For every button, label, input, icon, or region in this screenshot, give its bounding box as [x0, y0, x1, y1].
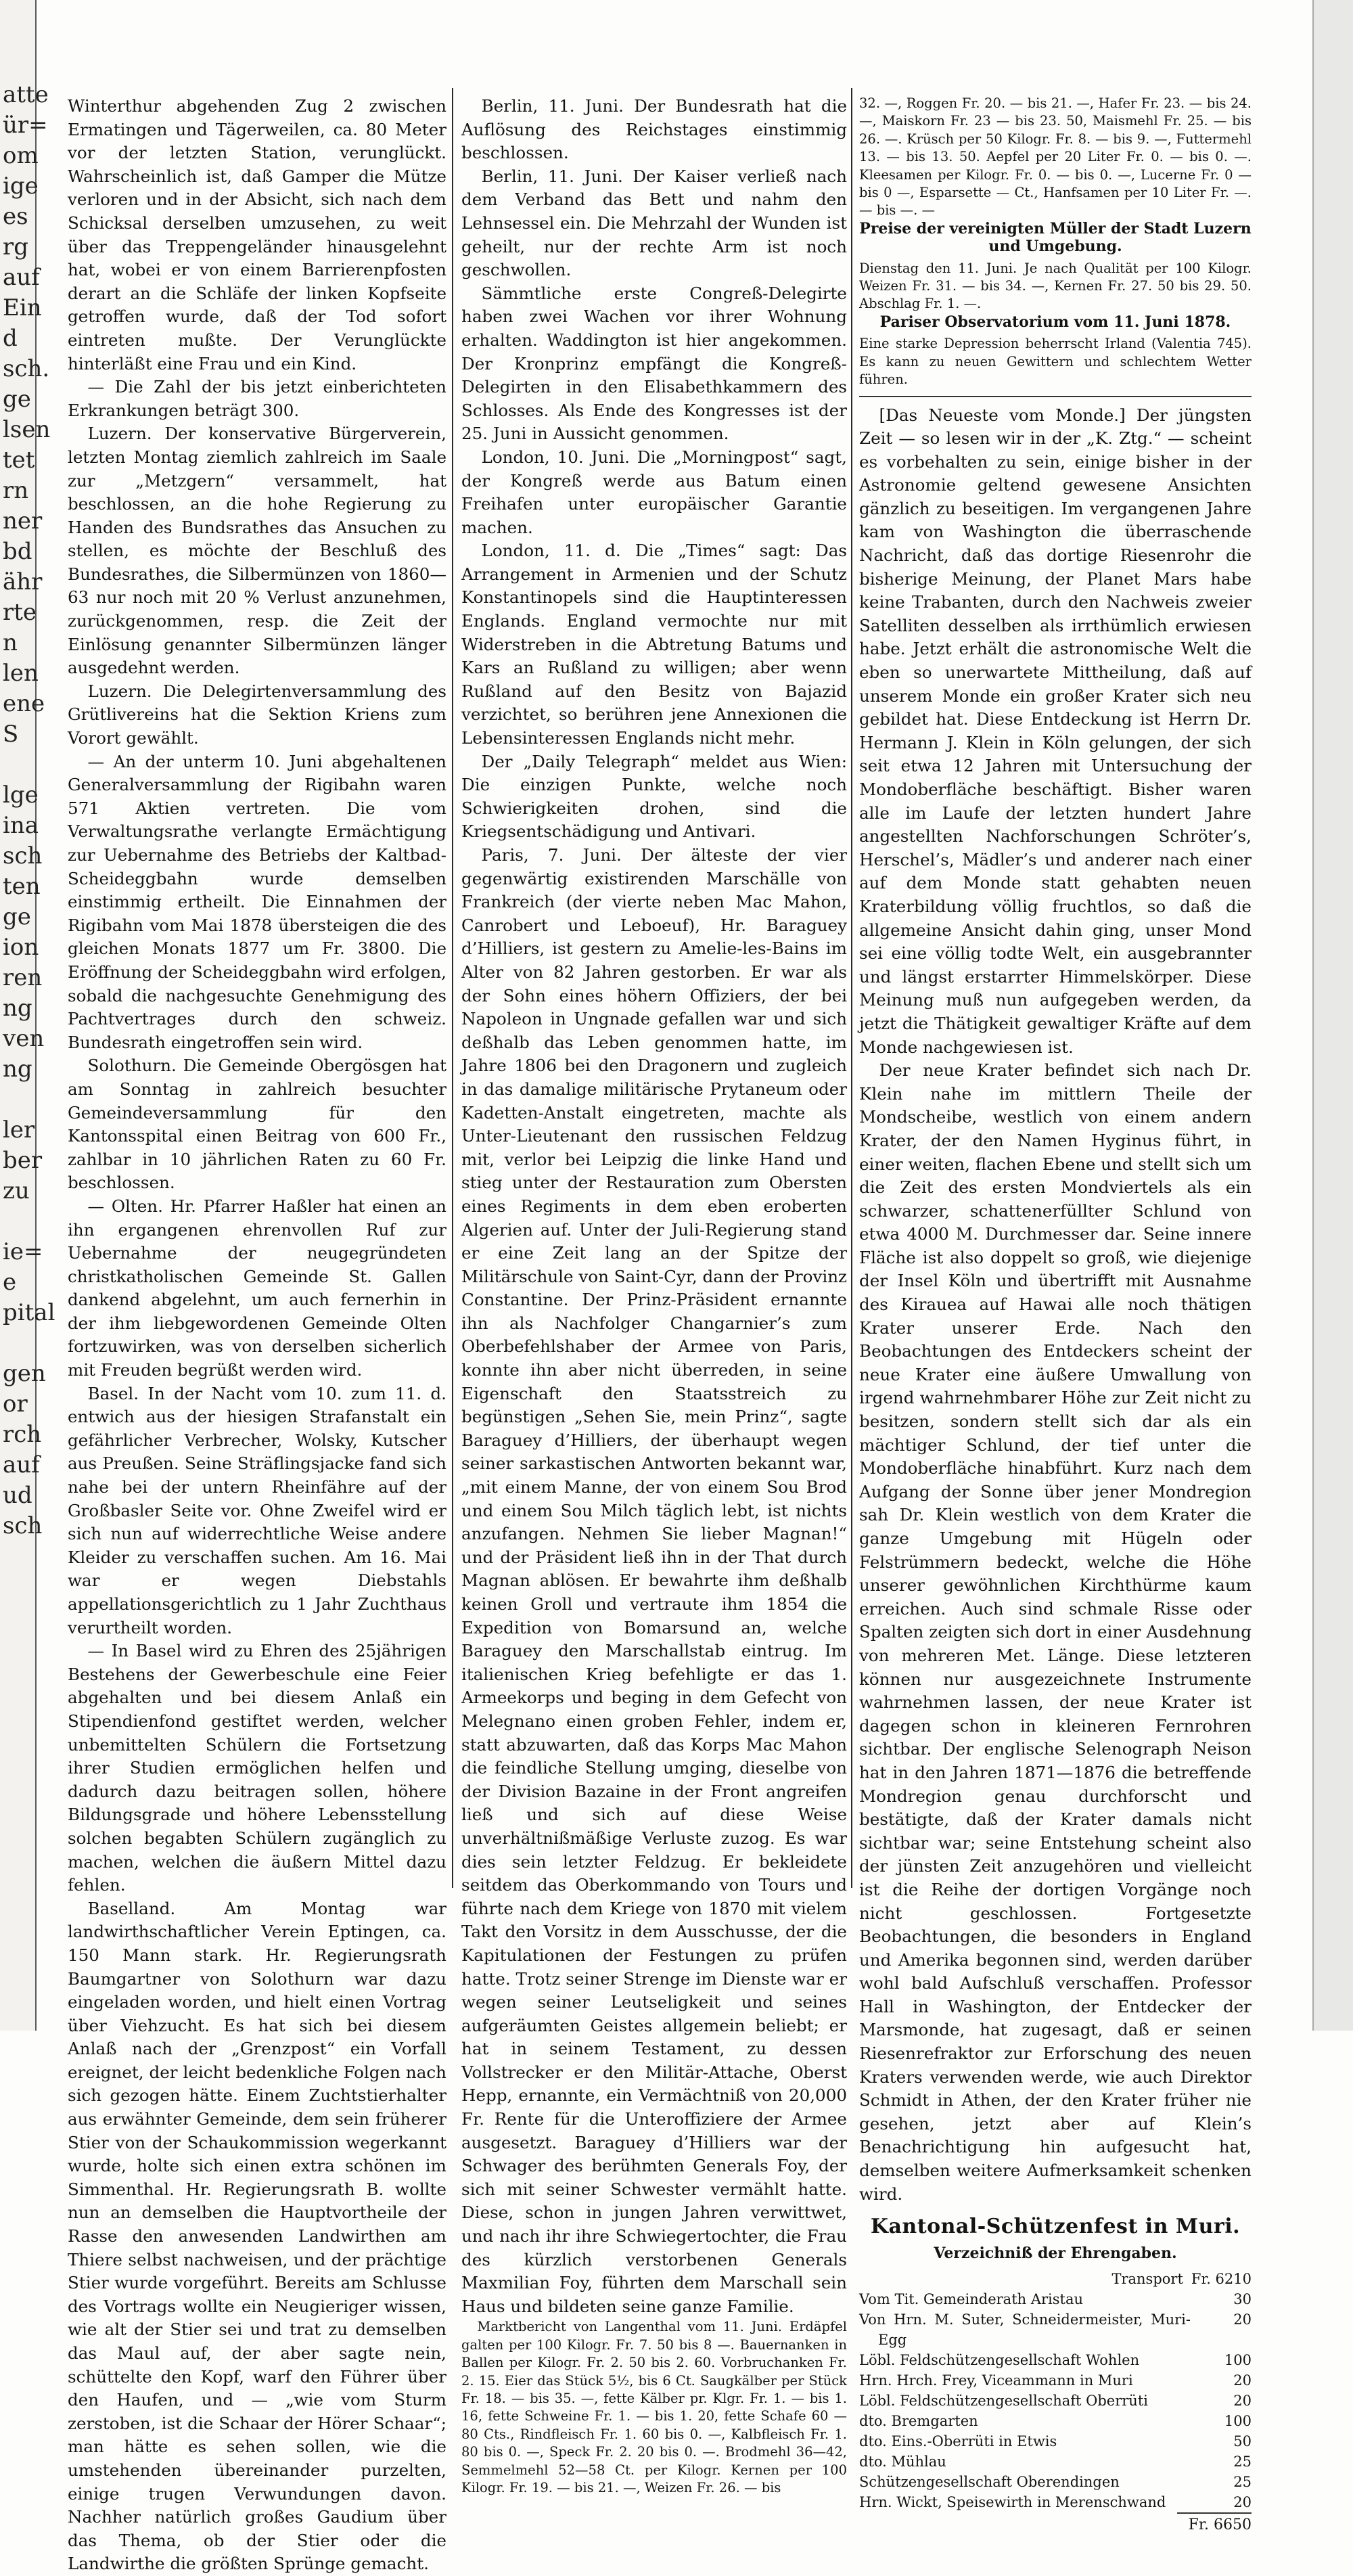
donor-name: Hrn. Hrch. Frey, Viceammann in Muri: [859, 2372, 1133, 2389]
donor-name: Löbl. Feldschützengesellschaft Oberrüti: [859, 2393, 1148, 2410]
section-divider: [859, 396, 1252, 397]
donation-amount: 25: [1233, 2474, 1252, 2491]
article-paragraph: Berlin, 11. Juni. Der Kaiser verließ nach dem Verband das Bett und nahm den Lehnsessel ein. Die Mehrzahl der Wunden ist geheilt, nur der rechte Arm ist noch geschwollen.: [461, 166, 847, 280]
donor-name: Löbl. Feldschützengesellschaft Wohlen: [859, 2352, 1140, 2369]
notice-heading: Pariser Observatorium vom 11. Juni 1878.: [879, 313, 1231, 331]
column-3: [859, 95, 1252, 2534]
donation-amount: 25: [1233, 2454, 1252, 2470]
column-2: [461, 95, 848, 2496]
donation-row: [859, 2391, 1252, 2411]
previous-page-edge: [0, 0, 55, 2031]
column-rule-1: [452, 88, 453, 1888]
donation-amount: 20: [1233, 2311, 1252, 2328]
prev-page-fragment: ina: [3, 812, 39, 839]
prev-page-fragment: zu: [3, 1177, 30, 1204]
article-paragraph: London, 10. Juni. Die „Morningpost“ sagt, der Kongreß werde aus Batum einen Freihafen unter europäischer Garantie machen.: [461, 447, 847, 537]
column-rule-2: [851, 88, 852, 1888]
transport-amount: Fr. 6210: [1191, 2271, 1252, 2288]
article-paragraph: — Olten. Hr. Pfarrer Haßler hat einen an ihn ergangenen ehrenvollen Ruf zur Uebernahme der neugegründeten christkatholischen Gemeinde St. Gallen dankend abgelehnt, um auch fernerhin in der ihm liebgewordenen Gemeinde Olten fortzuwirken, was von derselben sicherlich mit Freuden begrüßt werden wird.: [68, 1196, 446, 1380]
prev-page-fragment: sch: [3, 1512, 43, 1539]
donation-amount: 20: [1233, 2372, 1252, 2389]
donor-name: Von Hrn. M. Suter, Schneidermeister, Muri-Egg: [859, 2311, 1191, 2349]
donor-name: Schützengesellschaft Oberendingen: [859, 2474, 1120, 2491]
donation-amount: 100: [1224, 2413, 1252, 2430]
festival-subtitle: Verzeichniß der Ehrengaben.: [934, 2244, 1177, 2262]
article-paragraph: 32. —, Roggen Fr. 20. — bis 21. —, Hafer Fr. 23. — bis 24. —, Maiskorn Fr. 23 — bis 23. 50, Maismehl Fr. 25. — bis 26. —. Krüsch per 50 Kilogr. Fr. 8. — bis 9. —, Futtermehl 13. — bis 13. 50. Aepfel per 20 Liter Fr. 0. — bis 0. —. Kleesamen per Kilogr. Fr. 0. — bis 0. —, Lucerne Fr. 0 — bis 0 —, Esparsette — Ct., Hanfsamen per 10 Liter Fr. —. — bis —. —: [859, 95, 1252, 219]
article-paragraph: Luzern. Die Delegirtenversammlung des Grütlivereins hat die Sektion Kriens zum Vorort gewählt.: [68, 681, 446, 748]
prev-page-fragment: rch: [3, 1421, 42, 1448]
transport-label: Transport: [1111, 2271, 1183, 2288]
prev-page-fragment: lge: [3, 782, 39, 809]
prev-page-fragment: bd: [3, 538, 32, 565]
prev-page-fragment: atte: [3, 81, 49, 108]
prev-page-fragment: ige: [3, 173, 39, 200]
donation-row: [859, 2451, 1252, 2472]
prev-page-fragment: ie=: [3, 1238, 43, 1265]
prev-page-fragment: ler: [3, 1116, 35, 1144]
prev-page-fragment: S: [3, 721, 19, 748]
prev-page-fragment: ng: [3, 1056, 32, 1083]
transport-line: [859, 2269, 1252, 2289]
festival-title: Kantonal-Schützenfest in Muri.: [870, 2215, 1241, 2239]
prev-page-fragment: n: [3, 629, 18, 656]
article-paragraph: Dienstag den 11. Juni. Je nach Qualität per 100 Kilogr. Weizen Fr. 31. — bis 34. —, Kernen Fr. 27. 50 bis 29. 50. Abschlag Fr. 1. —.: [859, 260, 1252, 312]
prev-page-fragment: ng: [3, 995, 32, 1022]
prev-page-fragment: ür=: [3, 112, 48, 139]
donation-row: [859, 2309, 1252, 2350]
notice-heading: Preise der vereinigten Müller der Stadt Luzern und Umgebung.: [859, 219, 1252, 256]
article-paragraph: Der neue Krater befindet sich nach Dr. Klein nahe im mittlern Theile der Mondscheibe, westlich von einem andern Krater, der den Namen Hyginus führt, in einer weiten, flachen Ebene und stellt sich um die Zeit des ersten Mondviertels als ein schwarzer, schattenerfüllter Schlund von etwa 4000 M. Durchmesser dar. Seine innere Fläche ist also doppelt so groß, wie diejenige der Insel Köln und übertrifft mit Ausnahme des Kiraueа auf Hawai alle noch thätigen Krater unserer Erde. Nach den Beobachtungen des Entdeckers scheint der neue Krater eine äußere Umwallung von irgend wahrnehmbarer Höhe zur Zeit nicht zu besitzen, sondern stellt sich dar als ein mächtiger Schlund, der tief unter die Mondoberfläche hinabführt. Kurz nach dem Aufgang der Sonne über jener Mondregion sah Dr. Klein westlich von dem Krater die ganze Umgebung mit Hügeln oder Felstrümmern bedeckt, welche die Höhe unserer gewöhnlichen Kirchthürme kaum erreichen. Auch sind schmale Risse oder Spalten zeigten sich dort in einer Ausdehnung von mehreren Met. Länge. Diese letzteren können nur ausgezeichnete Instrumente wahrnehmen lassen, der neue Krater ist dagegen schon in kleineren Fernrohren sichtbar. Der englische Selenograph Neison hat in den Jahren 1871—1876 die betreffende Mondregion genau durchforscht und bestätigte, daß der Krater damals nicht sichtbar war; seine Entstehung scheint also der jünsten Zeit anzugehören und vielleicht ist die Reihe der dortigen Vorgänge noch nicht geschlossen. Fortgesetzte Beobachtungen, die besonders in England und Amerika begonnen sind, werden darüber wohl bald Aufschluß verschaffen. Professor Hall in Washington, der Entdecker der Marsmonde, hat zugesagt, daß er seinen Riesenrefraktor zur Erforschung des neuen Kraters verwenden werde, wie auch Direktor Schmidt in Athen, der den Krater früher nie gesehen, jetzt aber auf Klein’s Benachrichtigung hin aufgesucht hat, demselben weitere Aufmerksamkeit schenken wird.: [859, 1060, 1252, 2204]
prev-page-fragment: ion: [3, 934, 39, 961]
total-amount: Fr. 6650: [1177, 2512, 1252, 2535]
prev-page-fragment: auf: [3, 1451, 40, 1478]
donation-amount: 20: [1233, 2393, 1252, 2410]
prev-page-fragment: es: [3, 203, 28, 230]
prev-page-fragment: auf: [3, 264, 40, 291]
prev-page-fragment: ähr: [3, 568, 43, 595]
prev-page-fragment: rn: [3, 477, 29, 504]
donation-row: [859, 2411, 1252, 2431]
donation-row: [859, 2289, 1252, 2309]
donation-amount: 50: [1233, 2433, 1252, 2450]
prev-page-fragment: lsen: [3, 416, 51, 443]
prev-page-fragment: e: [3, 1269, 17, 1296]
prev-page-fragment: ge: [3, 386, 31, 413]
prev-page-fragment: ten: [3, 873, 41, 900]
prev-page-fragment: tet: [3, 447, 35, 474]
article-paragraph: Luzern. Der konservative Bürgerverein, letzten Montag ziemlich zahlreich im Saale zur „Metzgern“ versammelt, hat beschlossen, an die hohe Regierung zu Handen des Bundsrathes das Ansuchen zu stellen, es möchte der Beschluß des Bundesrathes, die Silbermünzen von 1860—63 nur noch mit 20 % Verlust anzunehmen, zurückgenommen, resp. die Zeit der Einlösung genannter Silbermünzen länger ausgedehnt werden.: [68, 424, 446, 678]
prev-page-fragment: rte: [3, 599, 37, 626]
prev-page-fragment: om: [3, 142, 39, 169]
prev-page-fragment: or: [3, 1391, 28, 1418]
article-paragraph: Solothurn. Die Gemeinde Obergösgen hat am Sonntag in zahlreich besuchter Gemeindeversammlung für den Kantonsspital einen Beitrag von 600 Fr., zahlbar in 10 jährlichen Raten zu 60 Fr. beschlossen.: [68, 1056, 446, 1193]
article-paragraph: — Die Zahl der bis jetzt einberichteten Erkrankungen beträgt 300.: [68, 377, 446, 420]
donation-amount: 20: [1233, 2494, 1252, 2511]
total-line: [859, 2512, 1252, 2535]
shooting-festival-section: [859, 2215, 1252, 2535]
article-paragraph: Marktbericht von Langenthal vom 11. Juni. Erdäpfel galten per 100 Kilogr. Fr. 7. 50 bis 8 —. Bauernanken in Ballen per Kilogr. Fr. 2. 50 bis 2. 60. Vorbruchanken Fr. 2. 15. Eier das Stück 5½, bis 6 Ct. Saugkälber per Stück Fr. 18. — bis 35. —, fette Kälber pr. Klgr. Fr. 1. — bis 1. 16, fette Schweine Fr. 1. — bis 1. 20, fette Schafe 60 —80 Cts., Rindfleisch Fr. 1. 60 bis 0. —, Kalbfleisch Fr. 1. 80 bis 0. —, Speck Fr. 2. 20 bis 0. —. Brodmehl 36—42, Semmelmehl 52—58 Ct. per Kilogr. Kernen per 100 Kilogr. Fr. 19. — bis 21. —, Weizen Fr. 26. — bis: [461, 2319, 847, 2496]
article-paragraph: Paris, 7. Juni. Der älteste der vier gegenwärtig existirenden Marschälle von Frankreich (der vierte neben Mac Mahon, Canrobert und Leboeuf), Hr. Baraguey d’Hilliers, ist gestern zu Amelie-les-Bains im Alter von 82 Jahren gestorben. Er war als der Sohn eines höhern Offiziers, der bei Napoleon in Ungnade gefallen war und sich deßhalb das Leben genommen hatte, im Jahre 1806 bei den Dragonern und zugleich in das damalige militärische Prytaneum oder Kadetten-Anstalt eingetreten, machte als Unter-Lieutenant den russischen Feldzug mit, verlor bei Leipzig die linke Hand und stieg unter der Restauration zum Obersten eines Regiments in dem eben eroberten Algerien auf. Unter der Juli-Regierung stand er eine Zeit lang an der Spitze der Militärschule von Saint-Cyr, dann der Provinz Constantine. Der Prinz-Präsident ernannte ihn als Nachfolger Changarnier’s zum Oberbefehlshaber der Armee von Paris, konnte ihn aber nicht überreden, in seine Eigenschaft den Staatsstreich zu begünstigen „Sehen Sie, mein Prinz“, sagte Baraguey d’Hilliers, der überhaupt wegen seiner sarkastischen Antworten bekannt war, „mit einem Manne, der von einem Sou Brod und einem Sou Milch täglich lebt, ist nichts anzufangen. Nehmen Sie lieber Magnan!“ und der Präsident ließ ihn in der That durch Magnan ablösen. Er bewahrte ihm deßhalb keinen Groll und vertraute ihm 1854 die Expedition von Bomarsund an, welche Baraguey den Marschallstab eintrug. Im italienischen Krieg befehligte er das 1. Armeekorps und beging in dem Gefecht von Melegnano einen groben Fehler, indem er, statt abzuwarten, daß das Korps Mac Mahon die feindliche Stellung umging, dieselbe von der Division Bazaine in der Front angreifen ließ und sich auf diese Weise unverhältnißmäßige Verluste zuzog. Es war dies sein letzter Feldzug. Er bekleidete seitdem das Oberkommando von Tours und führte nach dem Kriege von 1870 mit vielem Takt den Vorsitz in dem Ausschusse, der die Kapitulationen der Festungen zu prüfen hatte. Trotz seiner Strenge im Dienste war er wegen seiner Leutseligkeit und seines aufgeräumten Geistes allgemein beliebt; er hat in seinem Testament, zu dessen Vollstrecker er den Militär-Attache, Oberst Hepp, ernannte, ein Vermächtniß von 20,000 Fr. Rente für die Unteroffiziere der Armee ausgesetzt. Baraguey d’Hilliers war der Schwager des berühmten Generals Foy, der sich mit seiner Schwester vermählt hatte. Diese, schon in jungen Jahren verwittwet, und nach ihr ihre Schwiegertochter, die Frau des kürzlich verstorbenen Generals Maxmilian Foy, führten dem Marschall sein Haus und bildeten seine ganze Familie.: [461, 845, 848, 2316]
article-paragraph: Sämmtliche erste Congreß-Delegirte haben zwei Wachen vor ihrer Wohnung erhalten. Waddington ist hier angekommen. Der Kronprinz empfängt die Kongreß-Delegirten in den Elisabethkammern des Schlosses. Als Ende des Kongresses ist der 25. Juni in Aussicht genommen.: [461, 283, 847, 444]
prev-page-fragment: ge: [3, 903, 31, 930]
prev-page-fragment: gen: [3, 1360, 46, 1387]
donation-row: [859, 2370, 1252, 2391]
donation-row: [859, 2350, 1252, 2370]
article-paragraph: Baselland. Am Montag war landwirthschaftlicher Verein Eptingen, ca. 150 Mann stark. Hr. Regierungsrath Baumgartner von Solothurn war dazu eingeladen worden, und hielt einen Vortrag über Viehzucht. Es hat sich bei diesem Anlaß nach der „Grenzpost“ ein Vorfall ereignet, der leicht bedenkliche Folgen nach sich gezogen hätte. Einem Zuchtstierhalter aus erwähnter Gemeinde, dem sein früherer Stier von der Schaukommission wegerkannt wurde, holte sich einen extra schönen im Simmenthal. Hr. Regierungsrath B. wollte nun an demselben die Hauptvortheile der Rasse den anwesenden Landwirthen am Thiere selbst nachweisen, und der prächtige Stier wurde vorgeführt. Bereits am Schlusse des Vortrags wollte ein Neugieriger wissen, wie alt der Stier sei und trat zu demselben das Maul auf, der aber sagte nein, schüttelte den Kopf, warf den Führer über den Haufen, und — „wie vom Sturm zerstoben, ist die Schaar der Hörer Schaar“; man hätte es sehen sollen, wie die umstehenden übereinander purzelten, einige trugen Verwundungen davon. Nachher natürlich großes Gaudium über das Thema, ob der Stier oder die Landwirthe die größten Sprünge gemacht.: [68, 1898, 446, 2574]
prev-page-fragment: d: [3, 325, 18, 352]
donation-row: [859, 2472, 1252, 2492]
article-paragraph: — An der unterm 10. Juni abgehaltenen Generalversammlung der Rigibahn waren 571 Aktien vertreten. Die vom Verwaltungsrathe verlangte Ermächtigung zur Uebernahme des Betriebs der Kaltbad-Scheideggbahn wurde demselben einstimmig ertheilt. Die Einnahmen der Rigibahn vom Mai 1878 übersteigen die des gleichen Monats 1877 um Fr. 3800. Die Eröffnung der Scheideggbahn wird erfolgen, sobald die nachgesuchte Genehmigung des Pachtvertrages durch den schweiz. Bundesrath eingetroffen sein wird.: [68, 751, 446, 1052]
prev-page-fragment: ber: [3, 1147, 43, 1174]
prev-page-fragment: ven: [3, 1025, 45, 1052]
prev-page-fragment: ud: [3, 1482, 32, 1509]
article-paragraph: Der „Daily Telegraph“ meldet aus Wien: Die einzigen Punkte, welche noch Schwierigkeiten drohen, sind die Kriegsentschädigung und Antivari.: [461, 751, 847, 842]
donation-amount: 100: [1224, 2352, 1252, 2369]
donor-name: dto. Bremgarten: [859, 2413, 978, 2430]
donation-row: [859, 2492, 1252, 2512]
article-paragraph: — In Basel wird zu Ehren des 25jährigen Bestehens der Gewerbeschule eine Feier abgehalten und bei diesem Anlaß ein Stipendienfond gestiftet werden, welcher unbemittelten Schülern die Fortsetzung ihrer Studien ermöglichen helfen und dadurch dazu beitragen sollen, höhere Bildungsgrade und höhere Lebensstellung solchen begabten Schülern zugänglich zu machen, welchen die äußern Mittel dazu fehlen.: [68, 1641, 446, 1895]
donation-row: [859, 2431, 1252, 2451]
prev-page-fragment: pital: [3, 1299, 55, 1326]
prev-page-fragment: sch.: [3, 355, 50, 382]
prev-page-fragment: rg: [3, 233, 29, 261]
column-1: [68, 95, 446, 2574]
donor-name: Vom Tit. Gemeinderath Aristau: [859, 2291, 1084, 2308]
article-paragraph: Winterthur abgehenden Zug 2 zwischen Ermatingen und Tägerweilen, ca. 80 Meter vor der letzten Station, verunglückt. Wahrscheinlich ist, daß Gamper die Mütze verloren und in der Absicht, sich nach dem Schicksal derselben umzusehen, zu weit über das Treppengeländer hinausgelehnt hat, wobei er von einem Barrierenpfosten derart an die Schläfe der linken Kopfseite getroffen wurde, daß der Tod sofort eintreten mußte. Der Verunglückte hinterläßt eine Frau und ein Kind.: [68, 96, 446, 374]
prev-page-fragment: len: [3, 660, 39, 687]
article-paragraph: [Das Neueste vom Monde.] Der jüngsten Zeit — so lesen wir in der „K. Ztg.“ — scheint es vorbehalten zu sein, einige bisher in der Astronomie geltend gewesene Ansichten gänzlich zu beseitigen. Im vergangenen Jahre kam von Washington die überraschende Nachricht, daß das dortige Riesenrohr die bisherige Meinung, der Planet Mars habe keine Trabanten, durch den Nachweis zweier Satelliten desselben als irrthümlich erwiesen habe. Jetzt erhält die astronomische Welt die eben so unerwartete Mittheilung, daß auf unserem Monde ein großer Krater sich neu gebildet hat. Diese Entdeckung ist Herrn Dr. Hermann J. Klein in Köln gelungen, der sich seit etwa 12 Jahren mit Untersuchung der Mondoberfläche beschäftigt. Bisher waren alle im Laufe der letzten hundert Jahre angestellten Nachforschungen Schröter’s, Herschel’s, Mädler’s und anderer nach einer auf dem Monde statt gehabten neuen Kraterbildung völlig fruchtlos, so daß die allgemeine Ansicht dahin ging, unser Mond sei eine völlig todte Welt, ein ausgebrannter und längst erstarrter Himmelskörper. Diese Meinung muß nun aufgegeben werden, da jetzt die Thätigkeit gewaltiger Kräfte auf dem Monde nachgewiesen ist.: [859, 405, 1252, 1057]
page-right-edge: [1312, 0, 1353, 2031]
prev-page-fragment: ren: [3, 964, 43, 991]
prev-page-fragment: Ein: [3, 294, 42, 321]
prev-page-fragment: ene: [3, 690, 45, 717]
donor-name: dto. Mühlau: [859, 2454, 946, 2470]
article-paragraph: Eine starke Depression beherrscht Irland (Valentia 745). Es kann zu neuen Gewittern und schlechtem Wetter führen.: [859, 336, 1252, 388]
donation-list: [859, 2289, 1252, 2512]
article-paragraph: Basel. In der Nacht vom 10. zum 11. d. entwich aus der hiesigen Strafanstalt ein gefährlicher Verbrecher, Wolsky, Kutscher aus Preußen. Seine Sträflingsjacke fand sich nahe bei der untern Rheinfähre auf der Großbasler Seite vor. Ohne Zweifel wird er sich nun auf widerrechtliche Weise andere Kleider zu verschaffen suchen. Am 16. Mai war er wegen Diebstahls appellationsgerichtlich zu 1 Jahr Zuchthaus verurtheilt worden.: [68, 1383, 446, 1637]
prev-page-fragment: sch: [3, 842, 43, 869]
prev-page-fragment: ner: [3, 507, 43, 535]
donor-name: Hrn. Wickt, Speisewirth in Merenschwand: [859, 2494, 1166, 2511]
article-paragraph: Berlin, 11. Juni. Der Bundesrath hat die Auflösung des Reichstages einstimmig beschlossen.: [461, 96, 847, 163]
donor-name: dto. Eins.-Oberrüti in Etwis: [859, 2433, 1057, 2450]
donation-amount: 30: [1233, 2291, 1252, 2308]
article-paragraph: London, 11. d. Die „Times“ sagt: Das Arrangement in Armenien und der Schutz Konstantinopels sind die Hauptinteressen Englands. England vermochte nur mit Widerstreben in die Abtretung Batums und Kars an Rußland zu willigen; aber wenn Rußland auf den Besitz von Bajazid verzichtet, so berühren jene Annexionen die Lebensinteressen Englands nicht mehr.: [461, 541, 847, 748]
